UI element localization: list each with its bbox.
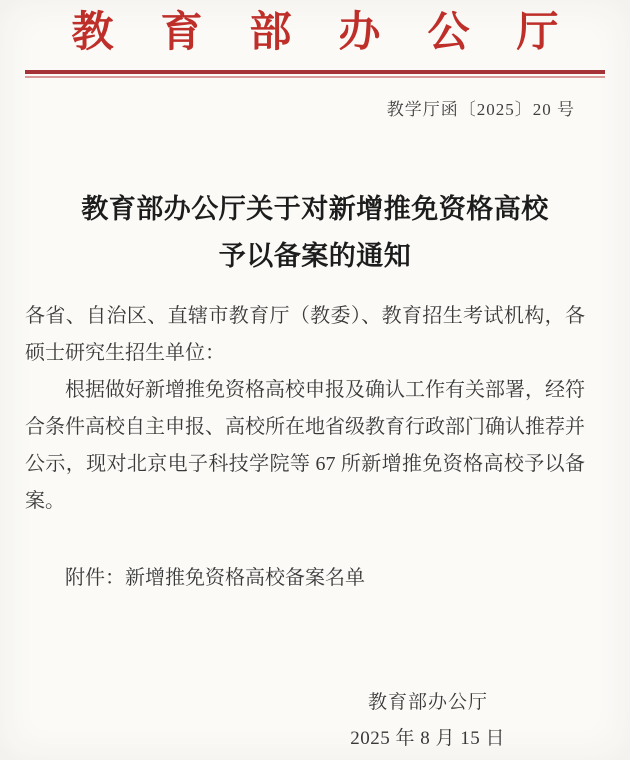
issuing-office-signature: 教育部办公厅 xyxy=(367,692,488,713)
notice-title-line1: 教育部办公厅关于对新增推免资格高校 xyxy=(81,194,549,224)
attachment-line: 附件：新增推免资格高校备案名单 xyxy=(65,567,365,589)
issue-date: 2025 年 8 月 15 日 xyxy=(350,728,505,749)
notice-body xyxy=(25,298,585,520)
red-rule-thin-line xyxy=(25,76,605,78)
main-paragraph: 根据做好新增推免资格高校申报及确认工作有关部署，经符合条件高校自主申报、高校所在地省级教育行政部门确认推荐并公示，现对北京电子科技学院等 67 所新增推免资格高校予以备案。 xyxy=(25,379,585,512)
notice-title xyxy=(0,186,630,280)
salutation-paragraph: 各省、自治区、直辖市教育厅（教委）、教育招生考试机构，各硕士研究生招生单位： xyxy=(25,305,585,364)
notice-title-line2: 予以备案的通知 xyxy=(218,241,412,271)
document-number: 教学厅函〔2025〕20 号 xyxy=(386,100,575,119)
letterhead-red-rule xyxy=(25,70,605,78)
letterhead-title: 教育部办公厅 xyxy=(71,10,606,56)
